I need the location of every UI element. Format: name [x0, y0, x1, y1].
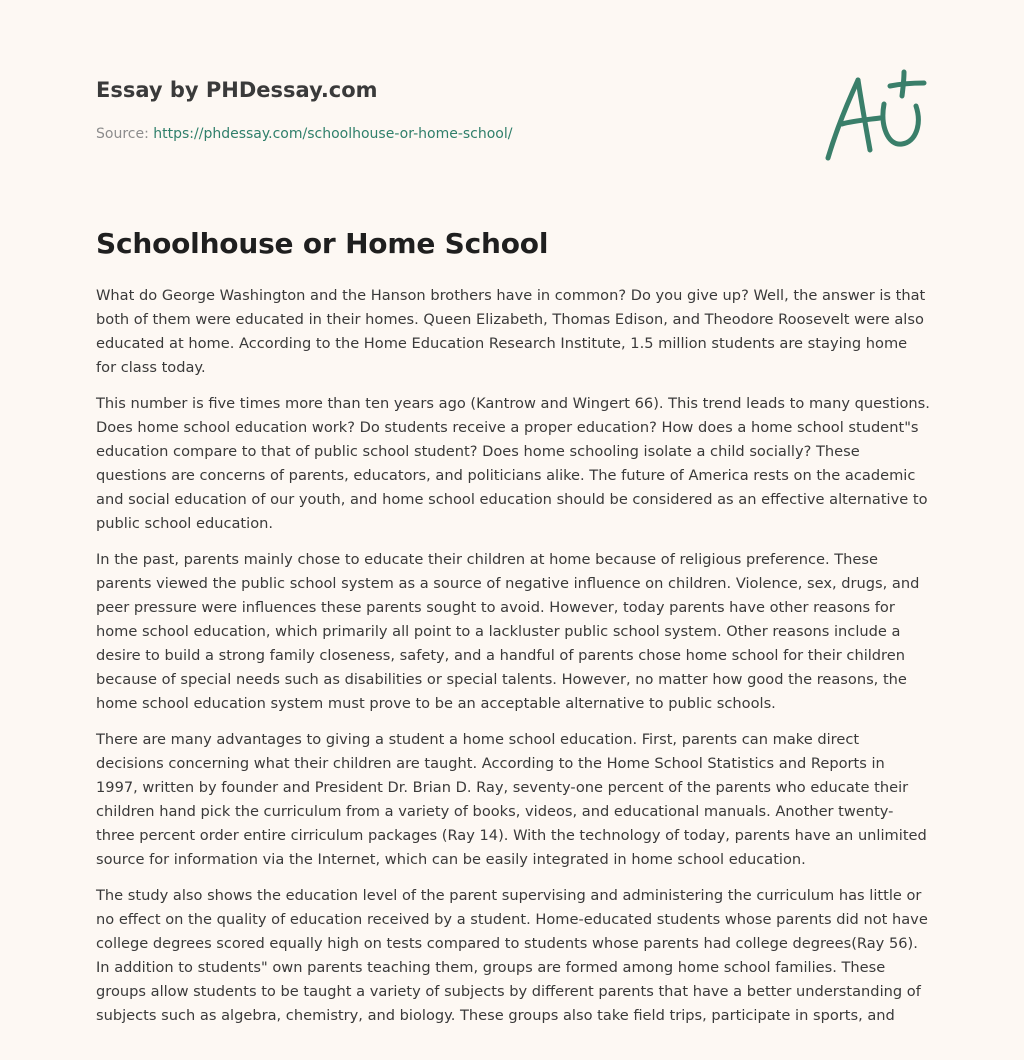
a-plus-logo-icon [818, 66, 930, 166]
source-link[interactable]: https://phdessay.com/schoolhouse-or-home-school/ [153, 126, 513, 142]
essay-paragraph: In the past, parents mainly chose to educate their children at home because of religious preference. These parents viewed the public school system as a source of negative influence on children. Violence, sex, drugs, and peer pressure were influences these parents sought to avoid. However, today parents have other reasons for home school education, which primarily all point to a lackluster public school system. Other reasons include a desire to build a strong family closeness, safety, and a handful of parents chose home school for their children because of special needs such as disabilities or special talents. However, no matter how good the reasons, the home school education system must prove to be an acceptable alternative to public schools. [96, 551, 920, 712]
source-label: Source: [96, 126, 149, 142]
essay-header [96, 76, 796, 144]
essay-paragraph: The study also shows the education level of the parent supervising and administering the curriculum has little or no effect on the quality of education received by a student. Home-educated students whose parents did not have college degrees scored equally high on tests compared to students whose parents had college degrees(Ray 56). In addition to students" own parents teaching them, groups are formed among home school families. These groups allow students to be taught a variety of subjects by different parents that have a better understanding of subjects such as algebra, chemistry, and biology. These groups also take field trips, participate in sports, and [96, 887, 928, 1024]
site-brand: Essay by PHDessay.com [96, 78, 378, 102]
essay-body [96, 284, 930, 1040]
essay-paragraph: This number is five times more than ten years ago (Kantrow and Wingert 66). This trend leads to many questions. Does home school education work? Do students receive a proper education? How does a home school student"s education compare to that of public school student? Does home schooling isolate a child socially? These questions are concerns of parents, educators, and politicians alike. The future of America rests on the academic and social education of our youth, and home school education should be considered as an effective alternative to public school education. [96, 395, 930, 532]
essay-title: Schoolhouse or Home School [96, 227, 549, 260]
essay-paragraph: What do George Washington and the Hanson brothers have in common? Do you give up? Well, the answer is that both of them were educated in their homes. Queen Elizabeth, Thomas Edison, and Theodore Roosevelt were also educated at home. According to the Home Education Research Institute, 1.5 million students are staying home for class today. [96, 287, 926, 376]
essay-paragraph: There are many advantages to giving a student a home school education. First, parents can make direct decisions concerning what their children are taught. According to the Home School Statistics and Reports in 1997, written by founder and President Dr. Brian D. Ray, seventy-one percent of the parents who educate their children hand pick the curriculum from a variety of books, videos, and educational manuals. Another twenty-three percent order entire cirriculum packages (Ray 14). With the technology of today, parents have an unlimited source for information via the Internet, which can be easily integrated in home school education. [96, 731, 927, 868]
source-line [96, 124, 796, 144]
